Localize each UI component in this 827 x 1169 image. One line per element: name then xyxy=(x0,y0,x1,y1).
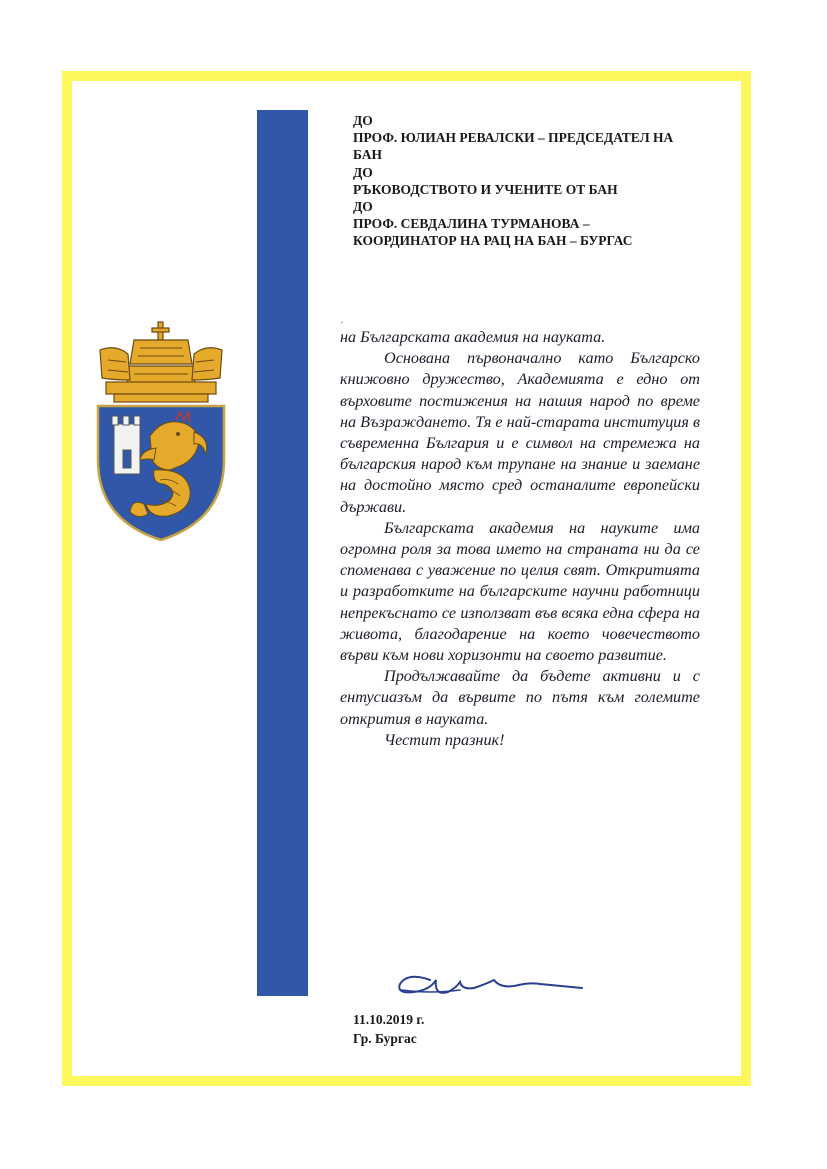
letter-footer xyxy=(353,1010,424,1048)
address-line: ПРОФ. СЕВДАЛИНА ТУРМАНОВА – xyxy=(353,216,590,232)
stray-mark: ˌ xyxy=(340,310,344,324)
address-line: РЪКОВОДСТВОТО И УЧЕНИТЕ ОТ БАН xyxy=(353,181,618,197)
letter-date: 11.10.2019 г. xyxy=(353,1012,425,1027)
letter-paragraph: Българската академия на науките има огромна роля за това името на страната ни да се споменава с уважение по целия свят. Откритията и разработките на българските научни работници непрекъснато се използват във всяка една сфера на живота, благодарение на което човечеството върви към нови хоризонти на своето развитие. xyxy=(340,518,700,665)
blue-stripe xyxy=(257,110,308,996)
letter-place: Гр. Бургас xyxy=(353,1031,417,1046)
address-line: ДО xyxy=(353,113,373,128)
letter-paragraph: Продължавайте да бъдете активни и с ентусиазъм да вървите по пътя към големите открития в науката. xyxy=(340,667,700,728)
address-line: ПРОФ. ЮЛИАН РЕВАЛСКИ – ПРЕДСЕДАТЕЛ НА xyxy=(353,130,674,146)
address-line: ДО xyxy=(353,164,373,180)
burgas-coat-of-arms-icon xyxy=(94,320,228,542)
letter-paragraph: на Българската академия на науката. xyxy=(340,328,606,346)
letter-body xyxy=(340,327,700,751)
address-line: КООРДИНАТОР НА РАЦ НА БАН – БУРГАС xyxy=(353,233,633,249)
addressee-block xyxy=(353,112,693,250)
address-line: БАН xyxy=(353,147,382,163)
handwritten-signature-icon xyxy=(390,960,590,1005)
address-line: ДО xyxy=(353,199,373,215)
letter-paragraph: Основана първоначално като Българско книжовно дружество, Академията е едно от върховите постижения на нашия народ по време на Възраждането. Тя е най-старата институция в съвременна България и е символ на стремежа на българския народ към трупане на знание и заемане на достойно място сред останалите европейски държави. xyxy=(340,349,700,516)
letter-closing: Честит празник! xyxy=(384,730,505,749)
